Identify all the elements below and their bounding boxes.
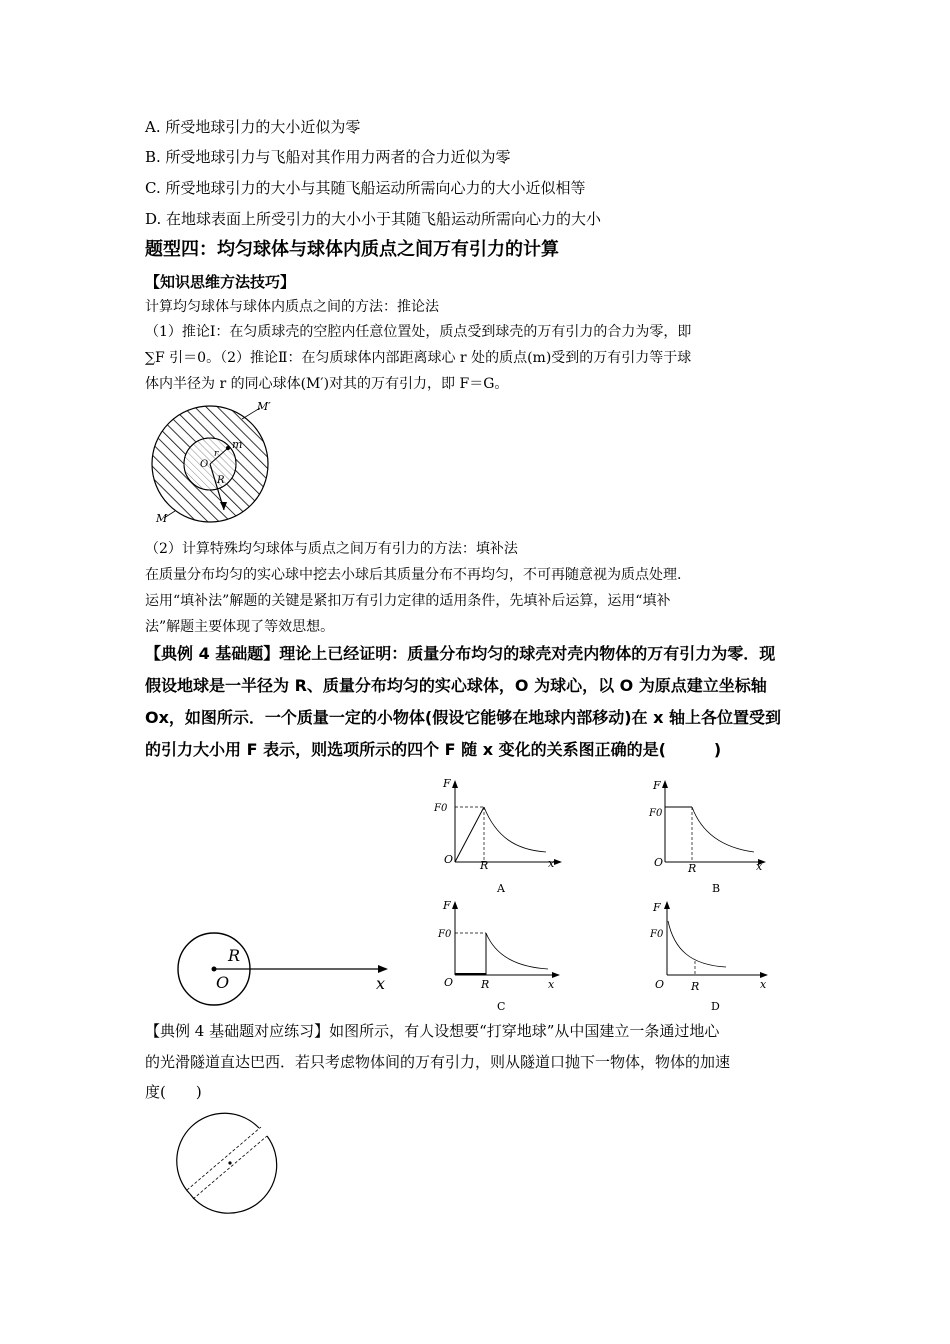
option-d: D. 在地球表面上所受引力的大小小于其随飞船运动所需向心力的大小	[145, 210, 602, 228]
label-R: R	[217, 475, 225, 486]
graph-c-origin: O	[444, 976, 454, 989]
earth-label-x: x	[376, 974, 386, 993]
option-a: A. 所受地球引力的大小近似为零	[145, 118, 361, 136]
graph-d-F0: F0	[650, 929, 664, 940]
section-title: 题型四：均匀球体与球体内质点之间万有引力的计算	[145, 239, 559, 260]
graph-b-F0: F0	[649, 808, 663, 819]
graph-d-R: R	[691, 980, 700, 993]
fill-line-2: 运用“填补法”解题的关键是紧扣万有引力定律的适用条件，先填补后运算，运用“填补	[145, 593, 671, 609]
graph-a-origin: O	[444, 853, 454, 866]
graph-c-label: C	[497, 1000, 506, 1013]
graph-a-axis-x: x	[548, 857, 555, 870]
graph-c	[430, 895, 570, 1020]
example-line-4: 的引力大小用 F 表示，则选项所示的四个 F 随 x 变化的关系图正确的是( )	[145, 740, 722, 759]
example-line-1: 【典例 4 基础题】理论上已经证明：质量分布均匀的球壳对壳内物体的万有引力为零．现	[145, 644, 776, 663]
graph-d-axis-F: F	[653, 901, 661, 914]
graph-c-F0: F0	[438, 929, 452, 940]
inference-line-3: 体内半径为 r 的同心球体(M′)对其的万有引力，即 F＝G。	[145, 376, 509, 392]
label-m: m	[232, 438, 243, 451]
fill-line-1: 在质量分布均匀的实心球中挖去小球后其质量分布不再均匀，不可再随意视为质点处理.	[145, 567, 682, 583]
graph-b	[640, 772, 780, 897]
earth-outline	[190, 1136, 277, 1213]
label-O: O	[200, 459, 209, 470]
fill-header: （2）计算特殊均匀球体与质点之间万有引力的方法：填补法	[145, 541, 518, 557]
graph-b-R: R	[688, 862, 697, 875]
example-line-2: 假设地球是一半径为 R、质量分布均匀的实心球体，O 为球心，以 O 为原点建立坐标轴	[145, 676, 767, 695]
earth-label-O: O	[216, 973, 230, 992]
method-header: 【知识思维方法技巧】	[145, 273, 296, 291]
graph-c-R: R	[481, 978, 490, 991]
earth-axis-figure	[170, 925, 400, 1015]
graph-a-R: R	[480, 859, 489, 872]
label-M: M	[156, 512, 168, 525]
sphere-shell-figure	[140, 398, 290, 530]
graph-a-label: A	[497, 882, 505, 895]
inference-line-1: （1）推论Ⅰ：在匀质球壳的空腔内任意位置处，质点受到球壳的万有引力的合力为零，即	[145, 324, 692, 340]
graph-a	[430, 772, 570, 897]
option-b: B. 所受地球引力与飞船对其作用力两者的合力近似为零	[145, 148, 511, 166]
label-M-prime: M′	[257, 400, 271, 413]
tunnel-figure	[175, 1112, 285, 1222]
fill-line-3: 法”解题主要体现了等效思想。	[145, 619, 335, 635]
graph-a-axis-F: F	[443, 777, 451, 790]
label-r: r	[214, 449, 219, 459]
graph-d-origin: O	[655, 978, 665, 991]
tunnel-wall-b	[187, 1127, 261, 1190]
method-intro: 计算均匀球体与球体内质点之间的方法：推论法	[145, 299, 439, 315]
earth-label-R: R	[228, 946, 241, 965]
graph-d	[640, 895, 780, 1020]
graph-a-F0: F0	[434, 803, 448, 814]
practice-line-1: 【典例 4 基础题对应练习】如图所示，有人设想要“打穿地球”从中国建立一条通过地心	[145, 1022, 720, 1040]
graph-c-axis-x: x	[548, 978, 555, 991]
graph-b-axis-F: F	[653, 779, 661, 792]
option-c: C. 所受地球引力的大小与其随飞船运动所需向心力的大小近似相等	[145, 179, 586, 197]
graph-d-label: D	[711, 1000, 720, 1013]
practice-line-2: 的光滑隧道直达巴西．若只考虑物体间的万有引力，则从隧道口抛下一物体，物体的加速	[145, 1053, 731, 1071]
graph-b-origin: O	[654, 856, 664, 869]
graph-d-axis-x: x	[760, 978, 767, 991]
graph-c-axis-F: F	[443, 899, 451, 912]
tunnel-wall-a	[193, 1136, 267, 1199]
inference-line-2: ∑F 引＝0。（2）推论Ⅱ：在匀质球体内部距离球心 r 处的质点(m)受到的万有引力等于球	[145, 350, 692, 366]
earth-center	[228, 1161, 231, 1164]
graph-b-label: B	[712, 882, 721, 895]
practice-line-3: 度( )	[145, 1083, 202, 1101]
example-line-3: Ox，如图所示．一个质量一定的小物体(假设它能够在地球内部移动)在 x 轴上各位置受到	[145, 708, 782, 727]
graph-b-axis-x: x	[756, 860, 763, 873]
